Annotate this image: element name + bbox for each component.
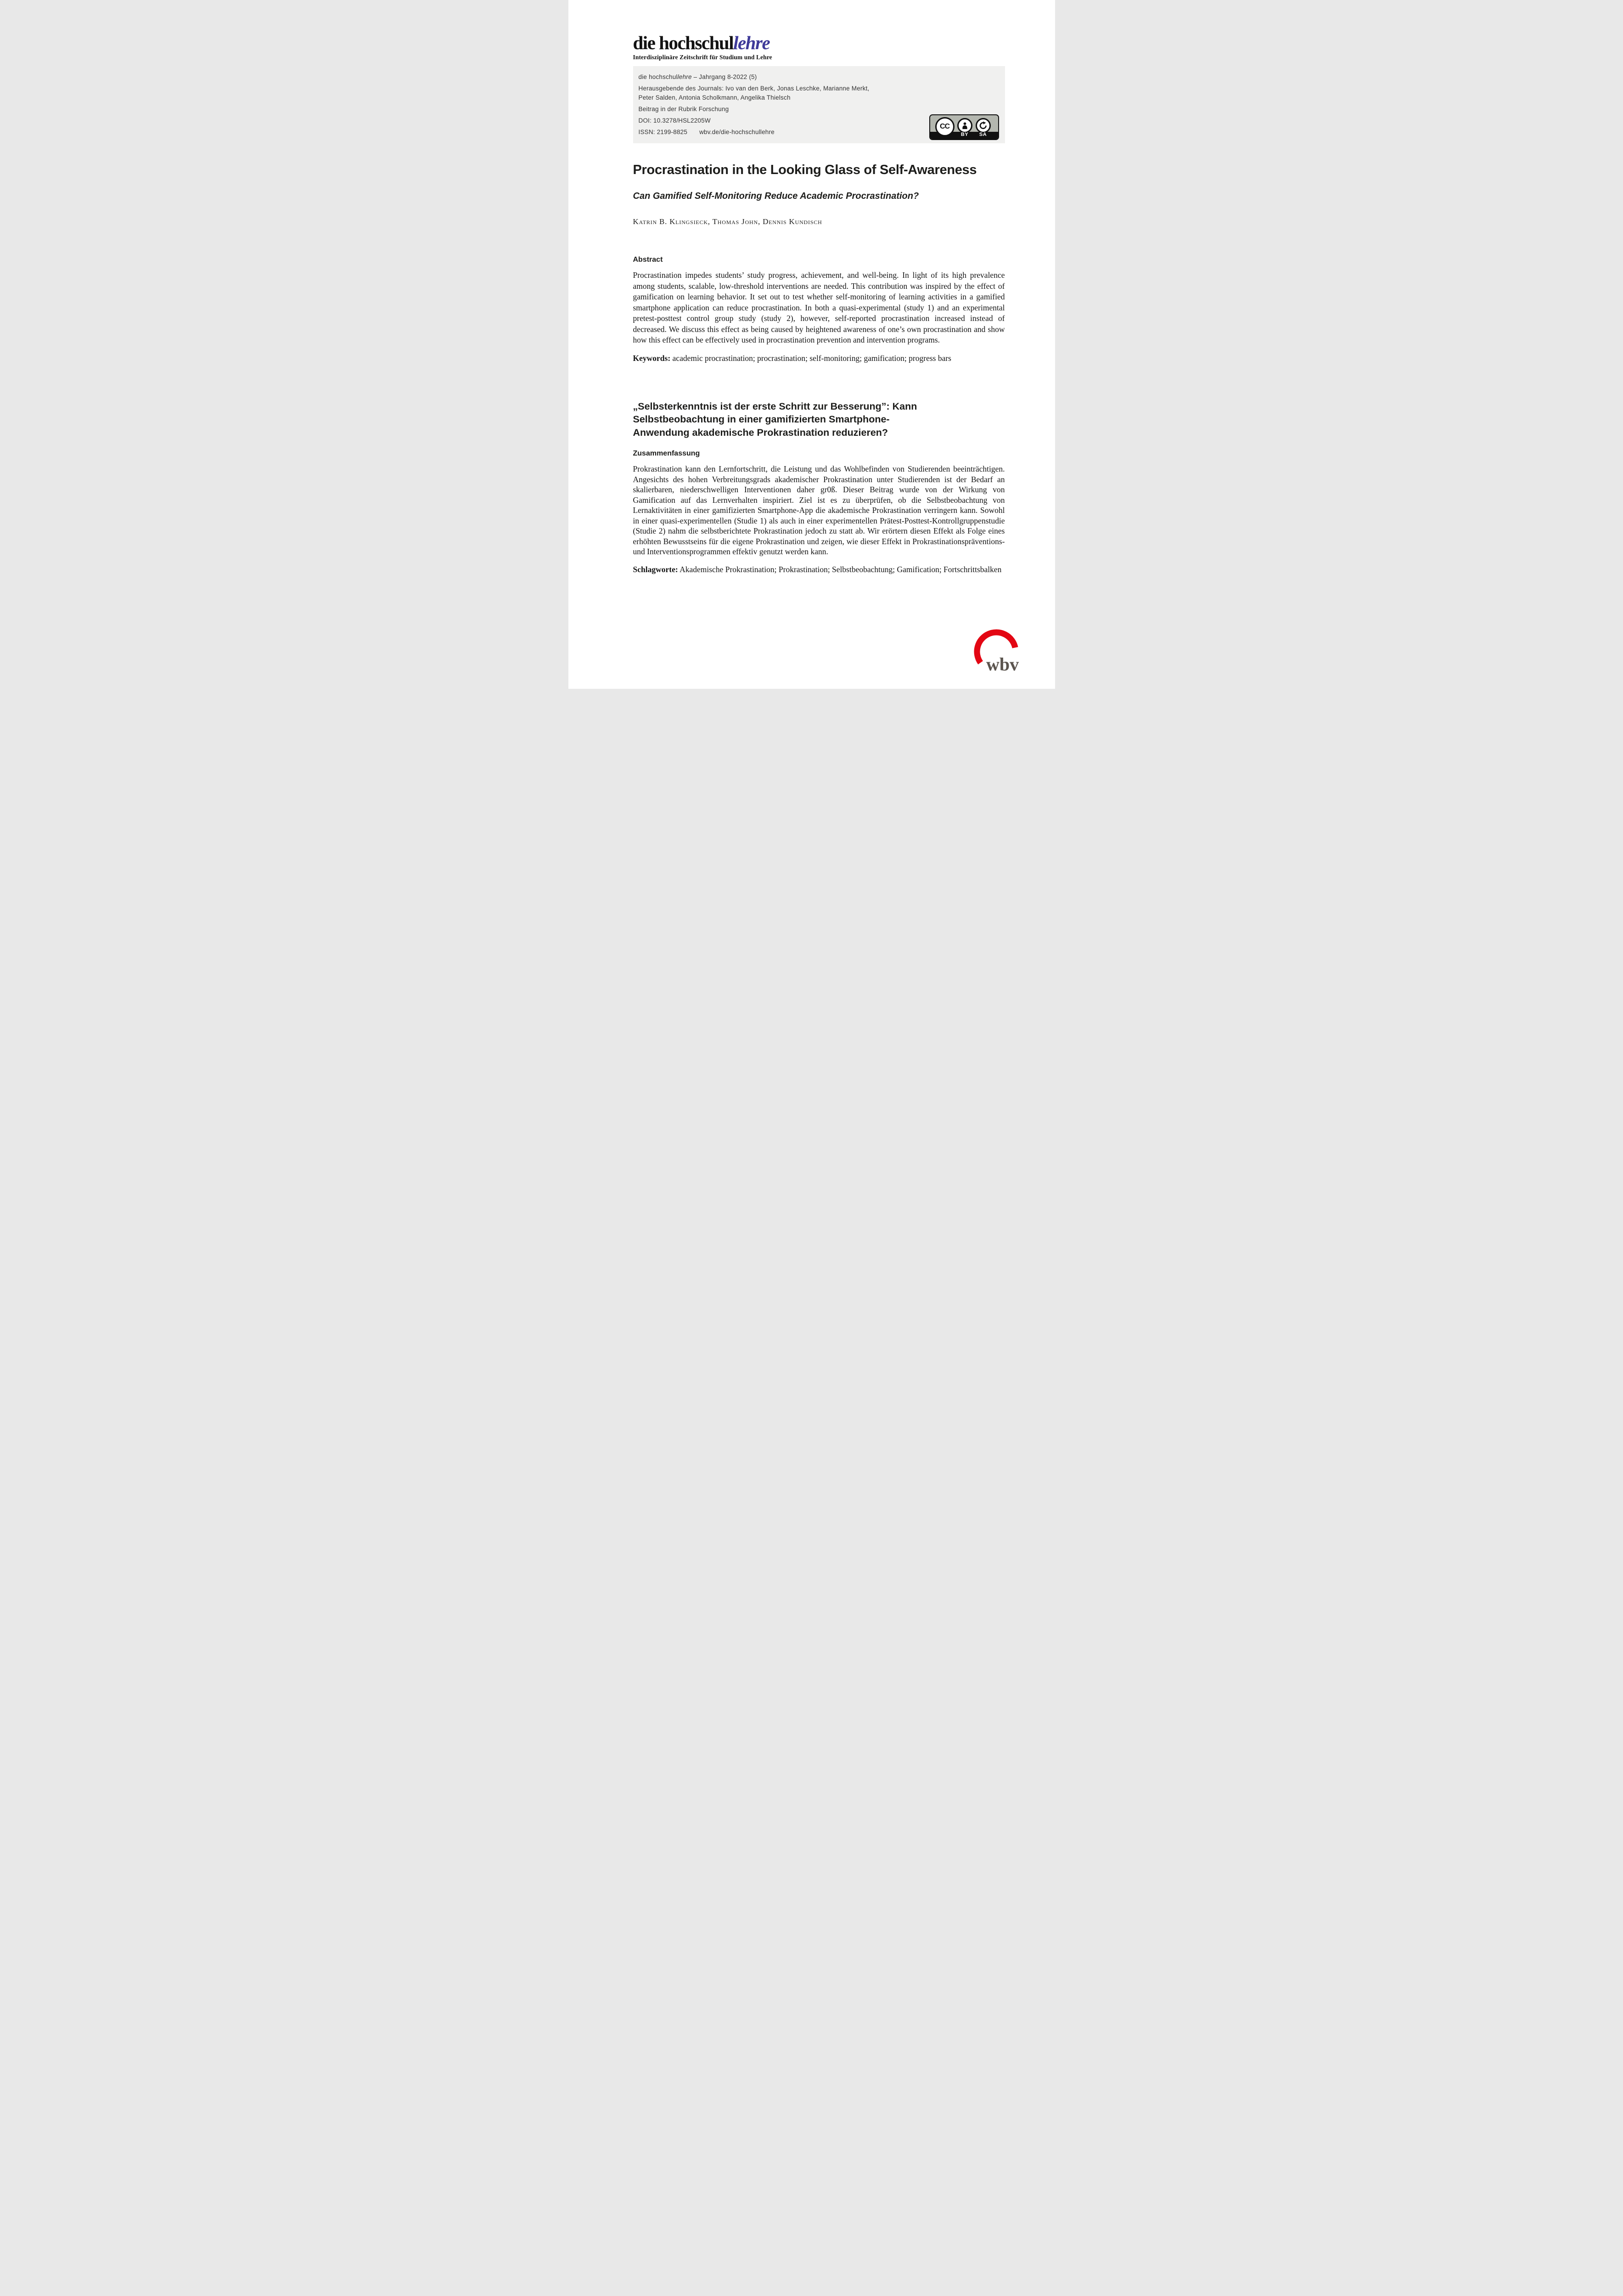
issue-line-prefix: die hochschul [638, 73, 678, 80]
metadata-box [633, 66, 1005, 143]
article-subtitle: Can Gamified Self-Monitoring Reduce Academic Procrastination? [633, 191, 919, 201]
rubric-line: Beitrag in der Rubrik Forschung [638, 106, 729, 113]
journal-logo-accent-text: lehre [733, 32, 770, 53]
sa-label: SA [979, 132, 987, 137]
schlagworte-value: Akademische Prokrastination; Prokrastination; Selbstbeobachtung; Gamification; Fortschrittsbalken [678, 564, 1002, 574]
german-title: „Selbsterkenntnis ist der erste Schritt zur Besserung”: Kann Selbstbeobachtung in einer gamifizierten Smartphone-Anwendung akademische Prokrastination reduzieren? [633, 400, 917, 438]
authors-line: Katrin B. Klingsieck, Thomas John, Dennis Kundisch [633, 217, 822, 226]
doi-line: DOI: 10.3278/HSL2205W [638, 117, 711, 124]
zusammenfassung-text: Prokrastination kann den Lernfortschritt, die Leistung und das Wohlbefinden von Studierenden beeinträchtigen. Angesichts des hohen Verbreitungsgrads akademischer Prokrastination unter Studierenden ist der Bedarf an skalierbaren, niederschwelligen Interventionen daher gr0ß. Dieser Beitrag wurde von der Wirkung von Gamification auf das Lernverhalten inspiriert. Ziel ist es zu überprüfen, ob die Selbstbeobachtung von Lernaktivitäten in einer gamifizierten Smartphone-App die akademische Prokrastination verringern kann. Sowohl in einer quasi-experimentellen (Studie 1) als auch in einer experimentellen Prätest-Posttest-Kontrollgruppenstudie (Studie 2) nahm die selbstberichtete Prokrastination jedoch zu statt ab. Wir erörtern diesen Effekt als Folge eines erhöhten Bewusstseins für die eigene Prokrastination und zeigen, wie dieser Effekt in Prokrastinationspräventions- und Interventionsprogrammen effektiv genutzt werden kann. [633, 464, 1005, 556]
by-label: BY [960, 132, 969, 137]
keywords-value: academic procrastination; procrastination; self-monitoring; gamification; progress bars [670, 353, 951, 363]
abstract-text: Procrastination impedes students’ study progress, achievement, and well-being. In light of its high prevalence among students, scalable, low-threshold interventions are needed. This contribution was inspired by the effect of gamification on learning behavior. It set out to test whether self-monitoring of learning activities in a gamified smartphone application can reduce procrastination. In both a quasi-experimental (study 1) and an experimental pretest-posttest control group study (study 2), however, self-reported procrastination increased instead of decreased. We discuss this effect as being caused by heightened awareness of one’s own procrastination and show how this effect can be effectively used in procrastination prevention and intervention programs. [633, 270, 1005, 344]
cc-icon-label: CC [939, 123, 950, 130]
wbv-publisher-logo [968, 629, 1023, 674]
keywords-line [633, 353, 1005, 364]
zusammenfassung-heading: Zusammenfassung [633, 450, 700, 457]
editors-line: Herausgebende des Journals: Ivo van den Berk, Jonas Leschke, Marianne Merkt, Peter Salden, Antonia Scholkmann, Angelika Thielsch [638, 85, 870, 101]
article-title: Procrastination in the Looking Glass of Self-Awareness [633, 163, 977, 177]
cc-by-sa-license-badge[interactable] [929, 114, 999, 140]
schlagworte-label: Schlagworte: [633, 564, 678, 574]
wbv-logo-text: wbv [986, 654, 1019, 674]
issue-line-journal-name-italic: lehre [677, 73, 692, 80]
cc-icon [935, 117, 955, 136]
journal-logo [633, 34, 1005, 52]
schlagworte-line [633, 564, 1005, 575]
keywords-label: Keywords: [633, 353, 671, 363]
journal-masthead [633, 34, 1005, 61]
abstract-heading: Abstract [633, 256, 663, 264]
journal-first-page [568, 0, 1055, 689]
journal-url-link[interactable]: wbv.de/die-hochschullehre [699, 129, 775, 135]
journal-logo-text: die hochschul [633, 32, 734, 53]
journal-tagline: Interdisziplinäre Zeitschrift für Studium und Lehre [633, 54, 772, 61]
issue-line [639, 73, 999, 82]
issn-value: ISSN: 2199-8825 [638, 129, 688, 135]
issue-line-suffix: – Jahrgang 8-2022 (5) [691, 73, 757, 80]
